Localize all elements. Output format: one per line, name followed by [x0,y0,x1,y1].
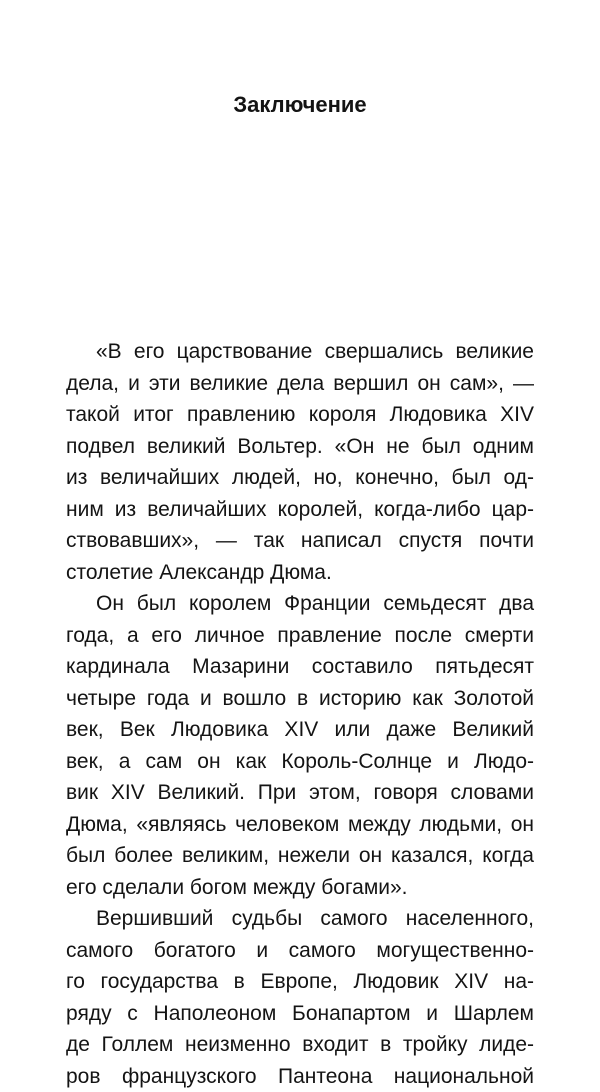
text-line: такой итог правлению короля Людовика XIV [66,399,534,431]
chapter-title: Заключение [0,92,600,118]
text-line: Он был королем Франции семьдесят два [66,588,534,620]
paragraph [66,588,534,903]
text-line: подвел великий Вольтер. «Он не был одним [66,431,534,463]
text-line: Дюма, «являясь человеком между людьми, он [66,809,534,841]
text-line: был более великим, нежели он казался, когда [66,840,534,872]
body-text [66,336,534,1092]
text-line: де Голлем неизменно входит в тройку лиде- [66,1029,534,1061]
text-line: ряду с Наполеоном Бонапартом и Шарлем [66,998,534,1030]
text-line: его сделали богом между богами». [66,872,534,904]
text-line: самого богатого и самого могущественно- [66,935,534,967]
text-line: Вершивший судьбы самого населенного, [66,903,534,935]
text-line: «В его царствование свершались великие [66,336,534,368]
text-line: столетие Александр Дюма. [66,557,534,589]
text-line: ров французского Пантеона национальной [66,1061,534,1092]
text-line: ствовавших», — так написал спустя почти [66,525,534,557]
text-line: вик XIV Великий. При этом, говоря словами [66,777,534,809]
text-line: век, Век Людовика XIV или даже Великий [66,714,534,746]
paragraph [66,336,534,588]
text-line: го государства в Европе, Людовик XIV на- [66,966,534,998]
text-line: из величайших людей, но, конечно, был од- [66,462,534,494]
text-line: года, а его личное правление после смерти [66,620,534,652]
text-line: кардинала Мазарини составило пятьдесят [66,651,534,683]
text-line: четыре года и вошло в историю как Золотой [66,683,534,715]
text-line: дела, и эти великие дела вершил он сам», — [66,368,534,400]
text-line: век, а сам он как Король-Солнце и Людо- [66,746,534,778]
text-line: ним из величайших королей, когда-либо цар- [66,494,534,526]
paragraph [66,903,534,1092]
